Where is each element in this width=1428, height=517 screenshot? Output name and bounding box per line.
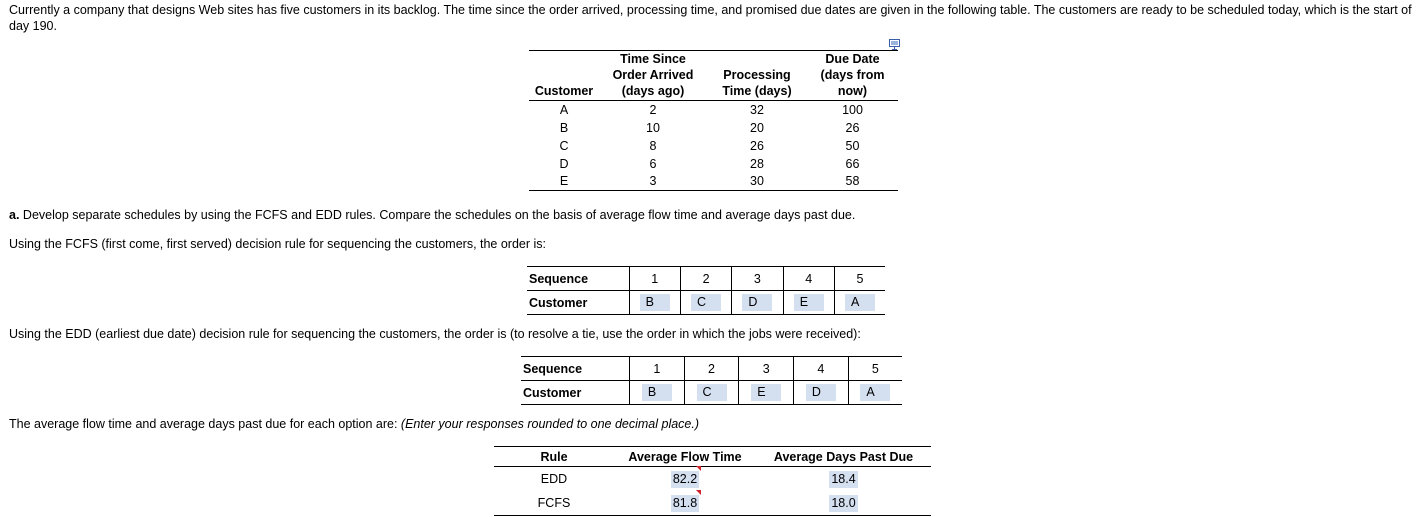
fcfs-customer-input[interactable]: B <box>640 294 670 311</box>
edd-customer-input[interactable]: B <box>642 384 672 401</box>
cell-due: 66 <box>845 156 860 171</box>
cell-processing: 30 <box>750 174 764 189</box>
cell-processing: 28 <box>750 156 764 171</box>
fcfs-customer-input[interactable]: A <box>845 294 875 311</box>
edd-past-due-input[interactable]: 18.4 <box>831 471 856 486</box>
cell-time-since: 2 <box>649 102 657 117</box>
sequence-number: 4 <box>783 267 834 291</box>
header-rule: Rule <box>494 447 614 467</box>
header-flow-time: Average Flow Time <box>614 447 756 467</box>
table-row <box>529 137 898 155</box>
sequence-number: 2 <box>684 357 739 381</box>
table-row <box>529 119 898 137</box>
cell-due: 26 <box>845 120 860 135</box>
cell-customer: E <box>559 174 569 189</box>
table-row <box>494 491 931 516</box>
cell-customer: D <box>559 156 569 171</box>
sequence-number: 3 <box>732 267 783 291</box>
sequence-number: 5 <box>834 267 885 291</box>
cell-processing: 26 <box>750 138 764 153</box>
fcfs-customer-input[interactable]: E <box>794 294 824 311</box>
header-customer: Customer <box>534 84 594 98</box>
edd-customer-input[interactable]: E <box>751 384 781 401</box>
cell-customer: B <box>559 120 569 135</box>
cell-time-since: 8 <box>649 138 657 153</box>
cell-rule: FCFS <box>537 496 571 510</box>
cell-time-since: 3 <box>649 174 657 189</box>
intro-text: Currently a company that designs Web sites has five customers in its backlog. The time since the order arrived, processing time, and promised due dates are given in the following table. The customers are ready to be scheduled today, which is the start of day 190. <box>9 3 1412 33</box>
cell-customer: C <box>559 138 569 153</box>
header-time-since: Time Since Order Arrived (days ago) <box>612 52 694 98</box>
customer-data-table <box>529 50 898 191</box>
sequence-number: 1 <box>629 267 680 291</box>
fcfs-prompt: Using the FCFS (first come, first served) decision rule for sequencing the customers, the order is: <box>9 237 547 251</box>
table-row <box>529 101 898 119</box>
cell-time-since: 6 <box>649 156 657 171</box>
question-a: a. Develop separate schedules by using the FCFS and EDD rules. Compare the schedules on the basis of average flow time and average days past due. <box>9 208 856 222</box>
edd-customer-input[interactable]: C <box>697 384 727 401</box>
table-row <box>529 155 898 173</box>
average-prompt: The average flow time and average days past due for each option are: (Enter your responses rounded to one decimal place.) <box>9 417 700 431</box>
cell-rule: EDD <box>540 472 568 486</box>
cell-time-since: 10 <box>646 120 660 135</box>
header-due-date: Due Date (days from now) <box>820 52 885 98</box>
header-processing: Processing Time (days) <box>722 68 792 98</box>
sequence-number: 5 <box>848 357 902 381</box>
edd-customer-input[interactable]: D <box>806 384 836 401</box>
cell-processing: 20 <box>750 120 764 135</box>
expand-icon[interactable] <box>889 39 900 50</box>
cell-customer: A <box>559 102 569 117</box>
cell-due: 50 <box>845 138 860 153</box>
sequence-number: 1 <box>630 357 685 381</box>
edd-flow-input[interactable]: 82.2 <box>672 471 698 486</box>
edd-customer-input[interactable]: A <box>860 384 890 401</box>
fcfs-flow-input[interactable]: 81.8 <box>672 495 698 510</box>
sequence-number: 3 <box>739 357 794 381</box>
sequence-label: Sequence <box>527 267 629 291</box>
edd-sequence-table <box>521 356 902 405</box>
cell-due: 100 <box>842 102 863 117</box>
results-table <box>494 446 931 516</box>
sequence-number: 2 <box>680 267 731 291</box>
fcfs-customer-input[interactable]: C <box>691 294 721 311</box>
cell-processing: 32 <box>750 102 764 117</box>
table-row <box>529 173 898 191</box>
table-row <box>494 467 931 492</box>
edd-prompt: Using the EDD (earliest due date) decision rule for sequencing the customers, the order is (to resolve a tie, use the order in which the jobs were received): <box>9 327 861 341</box>
fcfs-past-due-input[interactable]: 18.0 <box>831 495 856 510</box>
header-days-past-due: Average Days Past Due <box>756 447 931 467</box>
fcfs-customer-input[interactable]: D <box>742 294 772 311</box>
sequence-number: 4 <box>794 357 849 381</box>
sequence-label: Sequence <box>521 357 630 381</box>
customer-label: Customer <box>521 381 630 405</box>
cell-due: 58 <box>845 174 860 189</box>
customer-label: Customer <box>527 291 629 315</box>
fcfs-sequence-table <box>527 266 885 315</box>
